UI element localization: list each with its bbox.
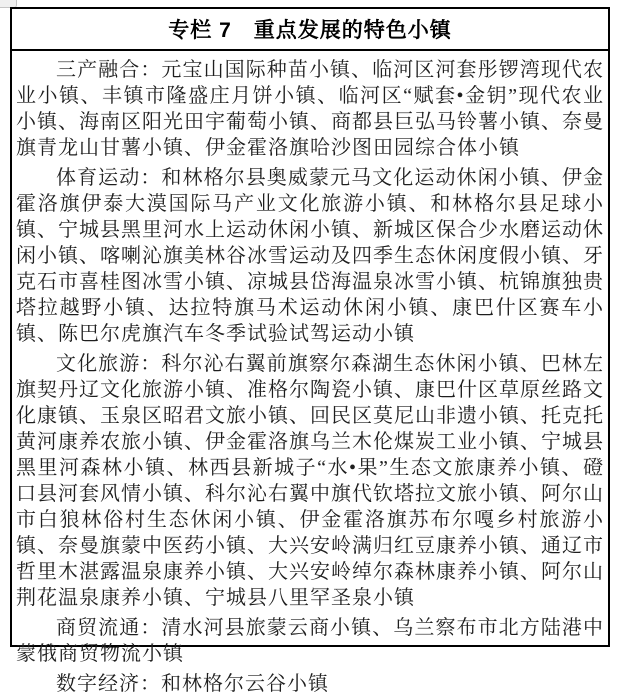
category-label-culture-tourism: 文化旅游： <box>56 353 162 375</box>
category-label-commerce-logistics: 商贸流通： <box>56 617 162 639</box>
category-label-industry-integration: 三产融合： <box>56 59 162 81</box>
category-label-digital-economy: 数字经济： <box>56 673 161 695</box>
town-list-sports: 和林格尔县奥威蒙元马文化运动休闲小镇、伊金霍洛旗伊泰大漠国际马产业文化旅游小镇、和林格尔县足球小镇、宁城县黑里河水上运动休闲小镇、新城区保合少水磨运动休闲小镇、喀喇沁旗美林谷冰雪运动及四季生态休闲度假小镇、牙克石市喜桂图冰雪小镇、凉城县岱海温泉冰雪小镇、杭锦旗独贵塔拉越野小镇、达拉特旗马术运动休闲小镇、康巴什区赛车小镇、陈巴尔虎旗汽车冬季试验试驾运动小镇 <box>16 167 605 345</box>
panel-title: 专栏 7 重点发展的特色小镇 <box>12 9 608 51</box>
paragraph-sports <box>16 165 604 347</box>
paragraph-commerce-logistics <box>16 615 604 667</box>
town-list-culture-tourism: 科尔沁右翼前旗察尔森湖生态休闲小镇、巴林左旗契丹辽文化旅游小镇、准格尔陶瓷小镇、康巴什区草原丝路文化康镇、玉泉区昭君文旅小镇、回民区莫尼山非遗小镇、托克托黄河康养农旅小镇、伊金霍洛旗乌兰木伦煤炭工业小镇、宁城县黑里河森林小镇、林西县新城子“水•果”生态文旅康养小镇、磴口县河套风情小镇、科尔沁右翼中旗代钦塔拉文旅小镇、阿尔山市白狼林俗村生态休闲小镇、伊金霍洛旗苏布尔嘎乡村旅游小镇、奈曼旗蒙中医药小镇、大兴安岭满归红豆康养小镇、通辽市哲里木湛露温泉康养小镇、大兴安岭绰尔森林康养小镇、阿尔山荆花温泉康养小镇、宁城县八里罕圣泉小镇 <box>16 353 605 609</box>
paragraph-industry-integration <box>16 57 604 161</box>
category-label-sports: 体育运动： <box>56 167 162 189</box>
town-list-commerce-logistics: 清水河县旅蒙云商小镇、乌兰察布市北方陆港中蒙俄商贸物流小镇 <box>16 617 605 665</box>
paragraph-culture-tourism <box>16 351 604 611</box>
town-list-industry-integration: 元宝山国际种苗小镇、临河区河套彤锣湾现代农业小镇、丰镇市隆盛庄月饼小镇、临河区“赋套•金钥”现代农业小镇、海南区阳光田宇葡萄小镇、商都县巨弘马铃薯小镇、奈曼旗青龙山甘薯小镇、伊金霍洛旗哈沙图田园综合体小镇 <box>16 59 605 159</box>
feature-towns-panel <box>10 7 610 695</box>
paragraph-digital-economy <box>16 671 604 697</box>
town-list-digital-economy: 和林格尔云谷小镇 <box>161 673 329 695</box>
panel-body <box>12 51 608 697</box>
